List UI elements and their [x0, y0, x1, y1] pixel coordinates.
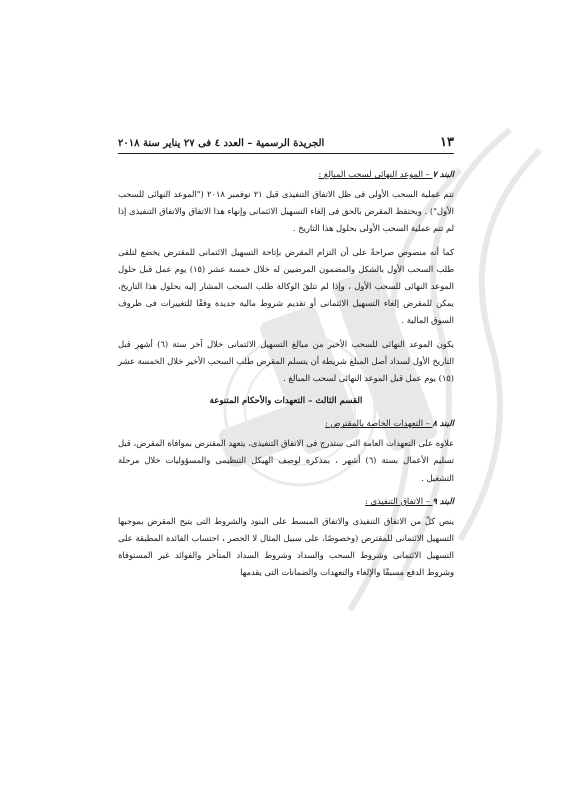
article-7-paragraph-2: كما أنه منصوص صراحةً على أن التزام المقرض بإتاحة التسهيل الائتمانى للمقترض يخضع لتلقى طلب السحب الأول بالشكل والمضمون المرضيين له خلال خمسة عشر (١٥) يوم عمل قبل حلول الموعد النهائى للسحب الأول ، وإذا لم تتلقَ الوكالة طلب السحب المشار إليه بحلول هذا التاريخ، يمكن للمقرض إلغاء التسهيل الائتمانى أو تقديم شروط مالية جديدة وفقًا للتغييرات فى ظروف السوق المالية . — [118, 246, 454, 326]
article-7-label: البند ٧ — [432, 169, 454, 179]
article-7-heading — [118, 166, 454, 182]
article-8-title: – التعهدات الخاصة بالمقترض : — [324, 418, 433, 429]
article-8-heading — [118, 415, 454, 431]
article-7-title: – الموعد النهائى لسحب المبالغ : — [318, 169, 433, 179]
article-8-paragraph-1: علاوة على التعهدات العامة التى ستدرج فى الاتفاق التنفيذى، يتعهد المقترض بموافاة المقرض، قبل تسليم الأعمال بستة (٦) أشهر ، بمذكرة لوصف الهيكل التنظيمى والمسؤوليات خلال مرحلة التشغيل . — [118, 438, 454, 483]
article-7-paragraph-1: تتم عملية السحب الأولى فى ظل الاتفاق التنفيذى قبل ٢١ نوفمبر ٢٠١٨ ("الموعد النهائى للسحب الأول") . ويحتفظ المقرض بالحق فى إلغاء التسهيل الائتمانى وإنهاء هذا الاتفاق والاتفاق التنفيذى إذا لم تتم عملية السحب الأولى بحلول هذا التاريخ . — [118, 189, 454, 234]
document-page — [118, 135, 454, 588]
section-3-title: القسم الثالث – التعهدات والأحكام المتنوعة — [209, 396, 363, 407]
article-8-label: البند ٨ — [432, 418, 454, 429]
gazette-title: الجريدة الرسمية – العدد ٤ فى ٢٧ يناير سنة ٢٠١٨ — [118, 138, 325, 149]
article-9-paragraph-1: ينص كلٌ من الاتفاق التنفيذى والاتفاق المبسط على البنود والشروط التى يتيح المقرض بموجبها التسهيل الائتمانى للمقترض (وخصوصًا، على سبيل المثال لا الحصر ، احتساب الفائدة المطبقة على التسهيل الائتمانى وشروط السحب والسداد وشروط السداد المتأخر والفوائد غير المستوفاة وشروط الدفع مسبقًا والإلغاء والتعهدات والضمانات التى يقدمها — [118, 515, 454, 578]
article-9-title: – الاتفاق التنفيذى : — [365, 495, 433, 506]
page-number: ١٣ — [440, 135, 454, 150]
article-9-label: البند ٩ — [432, 495, 454, 506]
article-9-heading — [118, 493, 454, 509]
article-7-paragraph-3: يكون الموعد النهائى للسحب الأخير من مبالغ التسهيل الائتمانى خلال آخر ستة (٦) أشهر قبل التاريخ الأول لسداد أصل المبلغ شريطة أن يتسلم المقرض طلب السحب الأخير خلال الخمسة عشر (١٥) يوم عمل قبل الموعد النهائى لسحب المبالغ . — [118, 338, 454, 384]
page-header — [118, 135, 454, 154]
